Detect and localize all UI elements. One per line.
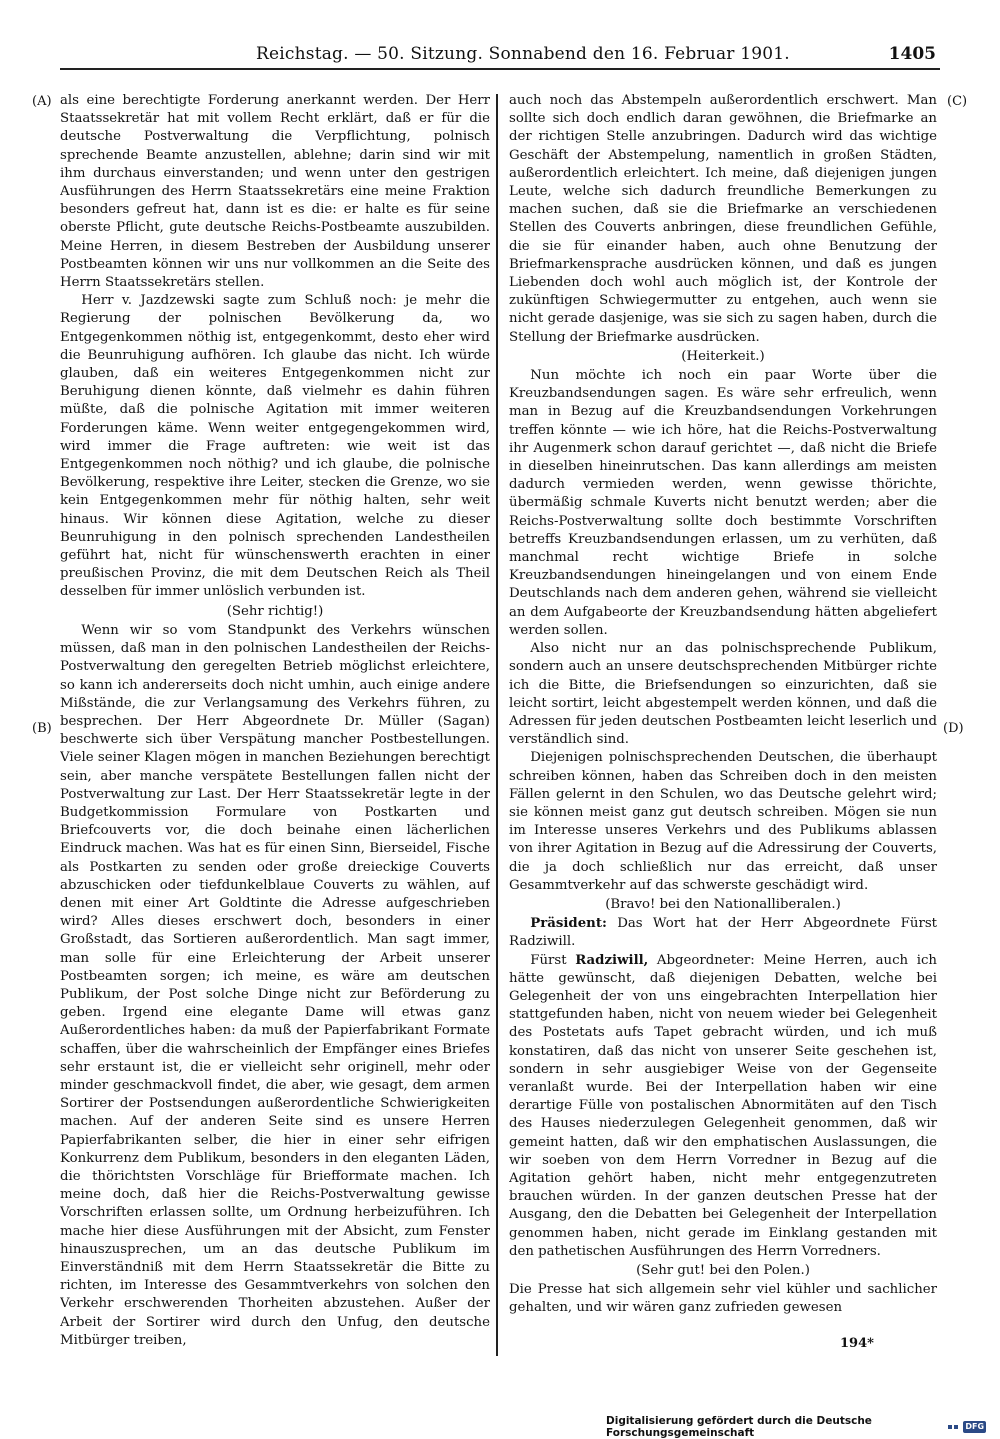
- statement-text: Das Wort hat der Herr Abgeordnete Fürst Radziwill.: [509, 916, 937, 950]
- right-column: [509, 92, 937, 1322]
- paragraph: Herr v. Jazdzewski sagte zum Schluß noch: je mehr die Regierung der polnischen Bevölkerung da, wo Entgegenkommen nöthig ist, entgegenkommt, desto eher wird die Beunruhigung aufhören. Ich glaube das nicht. Ich würde glauben, daß ein weiteres Entgegenkommen nicht zur Beruhigung dienen könnte, daß vielmehr es dahin führen müßte, daß die polnische Agitation mit immer weiteren Forderungen käme. Wenn weiter entgegengekommen wird, wird immer die Frage auftreten: wie weit ist das Entgegenkommen noch nöthig? und ich glaube, die polnische Bevölkerung, respektive ihre Leiter, stecken die Grenze, wo sie kein Entgegenkommen mehr für nöthig halten, sehr weit hinaus. Wir können diese Agitation, welche zu dieser Beunruhigung in den polnisch sprechenden Landestheilen geführt hat, nicht für wünschenswerth erachten in einer preußischen Provinz, die mit dem Deutschen Reich als Theil desselben für immer unlöslich verbunden ist.: [60, 293, 490, 600]
- dfg-dots-icon: [948, 1425, 958, 1429]
- column-divider: [496, 94, 498, 1356]
- margin-marker-b: (B): [32, 721, 52, 736]
- speaker-role: Abgeordneter:: [656, 952, 755, 968]
- margin-marker-c: (C): [947, 94, 968, 109]
- paragraph: Diejenigen polnischsprechenden Deutschen, die überhaupt schreiben können, haben das Schreiben doch in den meisten Fällen gelernt in den Schulen, wo das Deutsche gelehrt wird; sie können meist ganz gut deutsch schreiben. Mögen sie nun im Interesse unseres Verkehrs und des Publikums ablassen von ihrer Agitation in Bezug auf die Adressirung der Couverts, die ja doch schließlich nur das erreicht, daß unser Gesammtverkehr auf das schwerste geschädigt wird.: [509, 750, 937, 893]
- speaker-label: Präsident:: [530, 916, 607, 932]
- president-statement: [509, 915, 937, 951]
- paragraph: Wenn wir so vom Standpunkt des Verkehrs wünschen müssen, daß man in den polnischen Landestheilen der Reichs-Postverwaltung den geregelten Betrieb möglichst erleichtere, so kann ich andererseits doch nicht umhin, auch einige andere Mißstände, die zur Verlangsamung des Verkehrs führen, zu besprechen. Der Herr Abgeordnete Dr. Müller (Sagan) beschwerte sich über Verspätung mancher Postbestellungen. Viele seiner Klagen mögen in manchen Beziehungen berechtigt sein, aber manche verspätete Bestellungen fallen nicht der Postverwaltung zur Last. Der Herr Staatssekretär legte in der Budgetkommission Formulare von Postkarten und Briefcouverts vor, die doch beinahe einen lächerlichen Eindruck machen. Was hat es für einen Sinn, Bierseidel, Fische als Postkarten zu senden oder große dreieckige Couverts abzuschicken oder tiefdunkelblaue Couverts zu wählen, auf denen mit einer Art Goldtinte die Adresse aufgeschrieben wird? Alles dieses erschwert doch, besonders in einer Großstadt, das Sortieren außerordentlich. Man sagt immer, man solle für eine Erleichterung der Arbeit unserer Postbeamten sorgen; ich meine, es wäre am deutschen Publikum, der Post solche Dinge nicht zur Beförderung zu geben. Irgend eine elegante Dame will etwas ganz Außerordentliches haben: da muß der Papierfabrikant Formate schaffen, über die wahrscheinlich der Empfänger eines Briefes sehr erstaunt ist, die er vielleicht sehr originell, mehr oder minder geschmackvoll findet, die aber, wie gesagt, dem armen Sortirer der Postsendungen außerordentliche Schwierigkeiten machen. Auf der anderen Seite sind es unsere Herren Papierfabrikanten selber, die hier in einer sehr eifrigen Konkurrenz dem Publikum, besonders in den eleganten Läden, die thörichtsten Vorschläge für Briefformate machen. Ich meine doch, daß hier die Reichs-Postverwaltung gewisse Vorschriften erlassen sollte, um Ordnung herbeizuführen. Ich mache hier diese Ausführungen mit der Absicht, zum Fenster hinauszusprechen, um an das deutsche Publikum im Einverständniß mit dem Herrn Staatssekretär die Bitte zu richten, im Interesse des Gesammtverkehrs von solchen den Verkehr erschwerenden Thorheiten abzustehen. Außer der Arbeit der Sortirer wird durch den Unfug, den deutsche Mitbürger treiben,: [60, 622, 490, 1348]
- speech-paragraph: [509, 952, 937, 1261]
- interjection: (Heiterkeit.): [681, 348, 765, 364]
- interjection: (Bravo! bei den Nationalliberalen.): [605, 896, 841, 912]
- signature-mark: 194*: [840, 1336, 874, 1351]
- digitization-footer: [606, 1414, 986, 1439]
- paragraph: Die Presse hat sich allgemein sehr viel kühler und sachlicher gehalten, und wir wären ganz zufrieden gewesen: [509, 1282, 937, 1316]
- footer-text: Digitalisierung gefördert durch die Deutsche Forschungsgemeinschaft: [606, 1414, 872, 1439]
- speaker-name: Radziwill,: [575, 952, 649, 968]
- interjection: (Sehr richtig!): [226, 603, 324, 619]
- speech-text: Meine Herren, auch ich hätte gewünscht, daß diejenigen Debatten, welche bei Gelegenheit der von uns eingebrachten Interpellation hier stattgefunden haben, nicht von neuem wieder bei Gelegenheit des Postetats aufs Tapet gebracht würden, und ich muß konstatiren, daß das nicht von unserer Seite geschehen ist, sondern in sehr ausgiebiger Weise von der Gegenseite veranlaßt wurde. Bei der Interpellation haben wir eine derartige Fülle von postalischen Abnormitäten auf den Tisch des Hauses niederzulegen Gelegenheit genommen, daß wir gemeint hatten, daß wir den emphatischen Auslassungen, die wir soeben von dem Herrn Vorredner in Bezug auf die Agitation gehört haben, nicht mehr entgegenzutreten brauchen würden. In der ganzen deutschen Presse hat der Ausgang, den die Debatten bei Gelegenheit der Interpellation genommen haben, nicht gerade im Einklang gestanden mit den pathetischen Ausführungen des Herrn Vorredners.: [509, 952, 937, 1259]
- speaker-prefix: Fürst: [530, 952, 567, 968]
- paragraph: Nun möchte ich noch ein paar Worte über die Kreuzbandsendungen sagen. Es wäre sehr erfreulich, wenn man in Bezug auf die Kreuzbandsendungen Vorkehrungen treffen könnte — wie ich höre, hat die Reichs-Postverwaltung ihr Augenmerk schon darauf gerichtet —, daß nicht die Briefe in dieselben hineinrutschen. Das kann allerdings am meisten dadurch vermieden werden, wenn gewisse thörichte, übermäßig schmale Kuverts nicht benutzt werden; aber die Reichs-Postverwaltung sollte doch bestimmte Vorschriften betreffs Kreuzbandsendungen erlassen, um zu verhüten, daß manchmal recht wichtige Briefe in solche Kreuzbandsendungen hineingelangen und von einem Ende Deutschlands nach dem anderen gehen, während sie vielleicht an dem Aufgabeorte der Kreuzbandsendung hätten abgeliefert werden sollen.: [509, 368, 937, 638]
- paragraph: Also nicht nur an das polnischsprechende Publikum, sondern auch an unsere deutschsprechenden Mitbürger richte ich die Bitte, die Briefsendungen so einzurichten, daß sie leicht sortirt, leicht abgestempelt werden können, und daß die Adressen für jeden deutschen Postbeamten leicht leserlich und verständlich sind.: [509, 641, 937, 748]
- margin-marker-d: (D): [943, 721, 964, 736]
- running-title: Reichstag. — 50. Sitzung. Sonnabend den 16. Februar 1901.: [256, 44, 790, 64]
- dfg-logo: DFG: [965, 1422, 985, 1431]
- page-number: 1405: [888, 44, 936, 64]
- interjection: (Sehr gut! bei den Polen.): [636, 1263, 810, 1278]
- margin-marker-a: (A): [32, 94, 52, 109]
- left-column: [60, 92, 490, 1382]
- page-header: [60, 42, 940, 70]
- paragraph: als eine berechtigte Forderung anerkannt werden. Der Herr Staatssekretär hat mit vollem Recht erklärt, daß er für die deutsche Postverwaltung die Verpflichtung, polnisch sprechende Beamte anzustellen, ablehne; darin sind wir mit ihm durchaus einverstanden; und wenn unter den gestrigen Ausführungen des Herrn Staatssekretärs eine meine Fraktion besonders gefreut hat, dann ist es die: er halte es für seine oberste Pflicht, gute deutsche Reichs-Postbeamte auszubilden. Meine Herren, in diesem Bestreben der Ausbildung unserer Postbeamten können wir uns nur vollkommen an die Seite des Herrn Staatssekretärs stellen.: [60, 93, 490, 291]
- paragraph: auch noch das Abstempeln außerordentlich erschwert. Man sollte sich doch endlich daran gewöhnen, die Briefmarke an der richtigen Stelle anzubringen. Dadurch wird das wichtige Geschäft der Abstempelung, namentlich in großen Städten, außerordentlich erleichtert. Ich meine, daß diejenigen jungen Leute, welche sich dadurch freundliche Bemerkungen zu machen suchen, daß sie die Briefmarke an verschiedenen Stellen des Couverts anbringen, diese freundlichen Gefühle, die sie für einander haben, auch ohne Benutzung der Briefmarkensprache ausdrücken können, und daß es jungen Liebenden doch wohl auch möglich ist, der Kontrole der zukünftigen Schwiegermutter zu entgehen, auch wenn sie nicht gerade dasjenige, was sie sich zu sagen haben, durch die Stellung der Briefmarke ausdrücken.: [509, 93, 937, 345]
